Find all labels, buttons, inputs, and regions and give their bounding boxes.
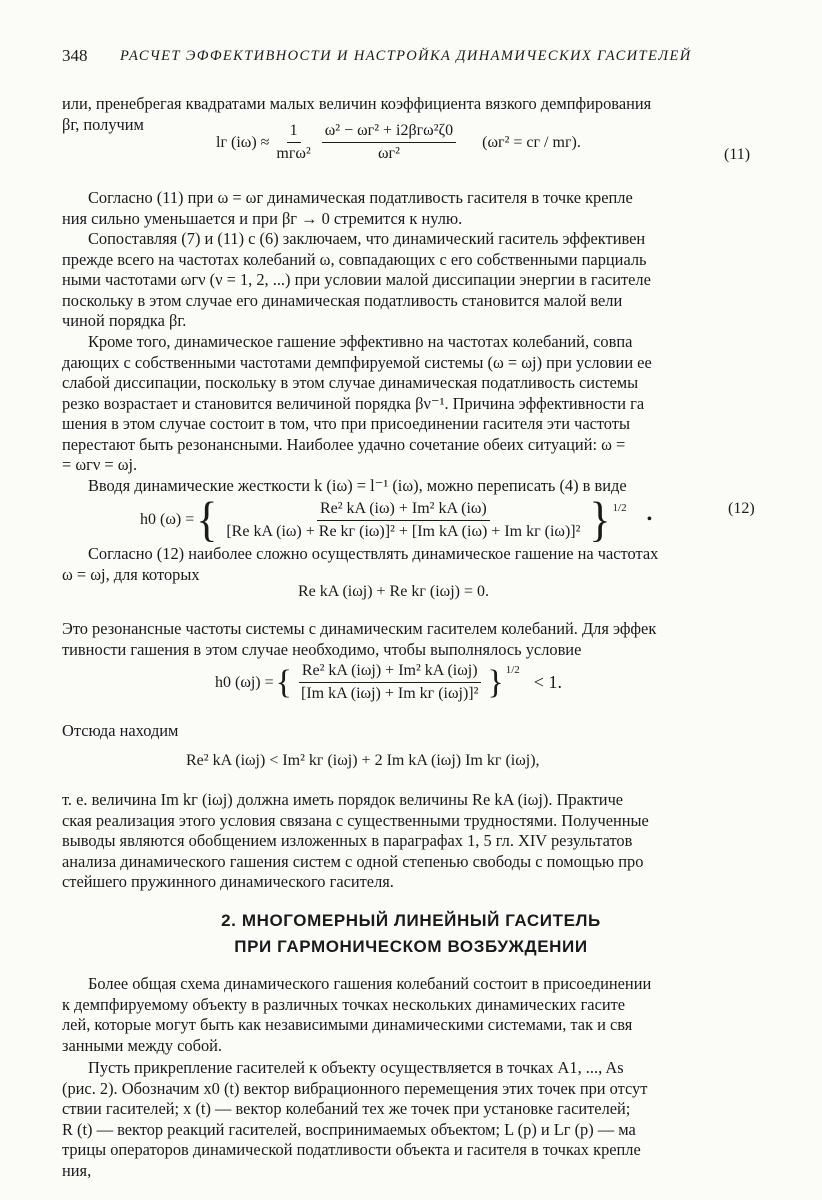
right-brace: } bbox=[487, 663, 504, 701]
paragraph-3 bbox=[62, 332, 760, 476]
paragraph-9 bbox=[62, 974, 760, 1056]
equation-number-12: (12) bbox=[728, 500, 755, 517]
paragraph-6 bbox=[62, 619, 760, 660]
text-line: тивности гашения в этом случае необходимо, чтобы выполнялось условие bbox=[62, 639, 582, 659]
equation-12 bbox=[140, 492, 653, 547]
text-line: Более общая схема динамического гашения колебаний состоит в присоединении bbox=[88, 974, 652, 993]
text-line: βг, получим bbox=[62, 114, 144, 134]
text-line: т. е. величина Im kг (iωj) должна иметь порядок величины Re kA (iωj). Практиче bbox=[62, 790, 624, 809]
eq11-frac1-denominator: mгω² bbox=[276, 145, 311, 162]
eq-cond-fraction bbox=[298, 662, 481, 703]
text-line: Это резонансные частоты системы с динамическим гасителем колебаний. Для эффек bbox=[62, 619, 657, 638]
eq11-lhs: lг (iω) ≈ bbox=[216, 133, 270, 151]
left-brace: { bbox=[275, 663, 292, 701]
equation-condition bbox=[215, 662, 562, 703]
equation-number-11: (11) bbox=[724, 146, 751, 163]
paragraph-2 bbox=[62, 229, 760, 332]
paragraph-1 bbox=[62, 188, 760, 229]
text-line: чиной порядка βг. bbox=[62, 311, 187, 330]
text-line: R (t) — вектор реакций гасителей, воспринимаемых объектом; L (p) и Lг (p) — ма bbox=[62, 1119, 636, 1139]
text-line: Согласно (12) наиболее сложно осуществлять динамическое гашение на частотах bbox=[88, 544, 659, 563]
text-line: анализа динамического гашения систем с одной степенью свободы с помощью про bbox=[62, 851, 644, 871]
text-line: слабой диссипации, поскольку в этом случае динамическая податливость системы bbox=[62, 373, 639, 392]
eq12-denominator: [Re kA (iω) + Re kг (iω)]² + [Im kA (iω) + Im kг (iω)]² bbox=[226, 522, 581, 540]
eq-cond-power: 1/2 bbox=[505, 664, 520, 676]
text-line: поскольку в этом случае его динамическая податливость становится малой вели bbox=[62, 290, 623, 310]
section-heading-line-2: ПРИ ГАРМОНИЧЕСКОМ ВОЗБУЖДЕНИИ bbox=[234, 937, 588, 956]
section-heading-line-1: 2. МНОГОМЕРНЫЙ ЛИНЕЙНЫЙ ГАСИТЕЛЬ bbox=[221, 911, 601, 930]
text-line: ствии гасителей; x (t) — вектор колебаний тех же точек при установке гасителей; bbox=[62, 1099, 631, 1118]
eq12-lhs: h0 (ω) = bbox=[140, 511, 195, 528]
eq-cond-lhs: h0 (ωj) = bbox=[215, 673, 274, 691]
right-brace: } bbox=[589, 492, 611, 547]
eq11-frac2-numerator: ω² − ωг² + i2βгω²ζ0 bbox=[322, 122, 456, 143]
text-line: прежде всего на частотах колебаний ω, совпадающих с его собственными парциаль bbox=[62, 249, 647, 269]
left-brace: { bbox=[196, 492, 218, 547]
paragraph-5 bbox=[62, 544, 760, 585]
page-header bbox=[62, 46, 762, 72]
eq-cond-denominator: [Im kA (iωj) + Im kг (iωj)]² bbox=[300, 685, 479, 702]
text-line: Пусть прикрепление гасителей к объекту осуществляется в точках A1, ..., As bbox=[88, 1058, 624, 1077]
text-line: Вводя динамические жесткости k (iω) = l⁻¹ (iω), можно переписать (4) в виде bbox=[88, 476, 627, 495]
eq-cond-numerator: Re² kA (iωj) + Im² kA (iωj) bbox=[299, 662, 481, 683]
eq11-condition: (ωг² = cг / mг). bbox=[482, 133, 581, 151]
text-line: дающих с собственными частотами демпфируемой системы (ω = ωj) при условии ее bbox=[62, 352, 652, 372]
equation-11 bbox=[216, 122, 581, 163]
text-line: ния, bbox=[62, 1160, 92, 1180]
text-line: к демпфируемому объекту в различных точках нескольких динамических гасите bbox=[62, 994, 626, 1014]
text-line: ния сильно уменьшается и при βг → 0 стремится к нулю. bbox=[62, 208, 463, 228]
text-line: Согласно (11) при ω = ωг динамическая податливость гасителя в точке крепле bbox=[88, 188, 633, 207]
text-line: выводы являются обобщением изложенных в параграфах 1, 5 гл. XIV результатов bbox=[62, 831, 633, 850]
text-line: Кроме того, динамическое гашение эффективно на частотах колебаний, совпа bbox=[88, 332, 633, 351]
text-line: лей, которые могут быть как независимыми динамическими системами, так и свя bbox=[62, 1015, 633, 1034]
text-line: ская реализация этого условия связана с существенными трудностями. Полученные bbox=[62, 810, 649, 830]
paragraph-10 bbox=[62, 1058, 760, 1181]
equation-resonance bbox=[298, 583, 489, 601]
running-title: РАСЧЕТ ЭФФЕКТИВНОСТИ И НАСТРОЙКА ДИНАМИЧЕСКИХ ГАСИТЕЛЕЙ bbox=[120, 48, 692, 64]
text-line: ω = ωj, для которых bbox=[62, 564, 200, 584]
text-line: ными частотами ωгν (ν = 1, 2, ...) при условии малой диссипации энергии в гасителе bbox=[62, 270, 651, 289]
text-line: шения в этом случае состоит в том, что при присоединении гасителя эти частоты bbox=[62, 414, 630, 433]
text-line: Сопоставляя (7) и (11) с (6) заключаем, что динамический гаситель эффективен bbox=[88, 229, 646, 248]
eq11-fraction-1 bbox=[273, 122, 313, 163]
paragraph-4 bbox=[62, 476, 760, 497]
eq11-fraction-2 bbox=[322, 122, 456, 163]
equation-inequality bbox=[186, 752, 540, 770]
eq-cond-rhs: < 1. bbox=[533, 672, 562, 692]
eq12-fraction bbox=[223, 500, 583, 541]
page-number: 348 bbox=[62, 46, 88, 65]
text-line: Отсюда находим bbox=[62, 721, 179, 740]
paragraph-7 bbox=[62, 721, 760, 742]
text-line: перестают быть резонансными. Наиболее удачно сочетание обеих ситуаций: ω = bbox=[62, 434, 626, 454]
equation-resonance-text: Re kA (iωj) + Re kг (iωj) = 0. bbox=[298, 583, 489, 600]
equation-inequality-text: Re² kA (iωj) < Im² kг (iωj) + 2 Im kA (iωj) Im kг (iωj), bbox=[186, 752, 540, 769]
text-line: или, пренебрегая квадратами малых величин коэффициента вязкого демпфирования bbox=[62, 94, 652, 113]
eq12-numerator: Re² kA (iω) + Im² kA (iω) bbox=[317, 500, 490, 521]
text-line: стейшего пружинного динамического гасителя. bbox=[62, 872, 394, 891]
text-line: занными между собой. bbox=[62, 1035, 223, 1055]
text-line: = ωгν = ωj. bbox=[62, 455, 138, 474]
paragraph-8 bbox=[62, 790, 760, 893]
eq12-trailing-dot: • bbox=[646, 511, 653, 528]
text-line: резко возрастает и становится величиной порядка βν⁻¹. Причина эффективности га bbox=[62, 393, 645, 413]
section-heading bbox=[62, 908, 760, 960]
eq11-frac1-numerator: 1 bbox=[287, 122, 301, 143]
eq11-frac2-denominator: ωг² bbox=[378, 145, 400, 162]
eq12-power: 1/2 bbox=[612, 502, 627, 514]
text-line: трицы операторов динамической податливости объекта и гасителя в точках крепле bbox=[62, 1140, 641, 1159]
text-line: (рис. 2). Обозначим x0 (t) вектор вибрационного перемещения этих точек при отсут bbox=[62, 1078, 648, 1098]
